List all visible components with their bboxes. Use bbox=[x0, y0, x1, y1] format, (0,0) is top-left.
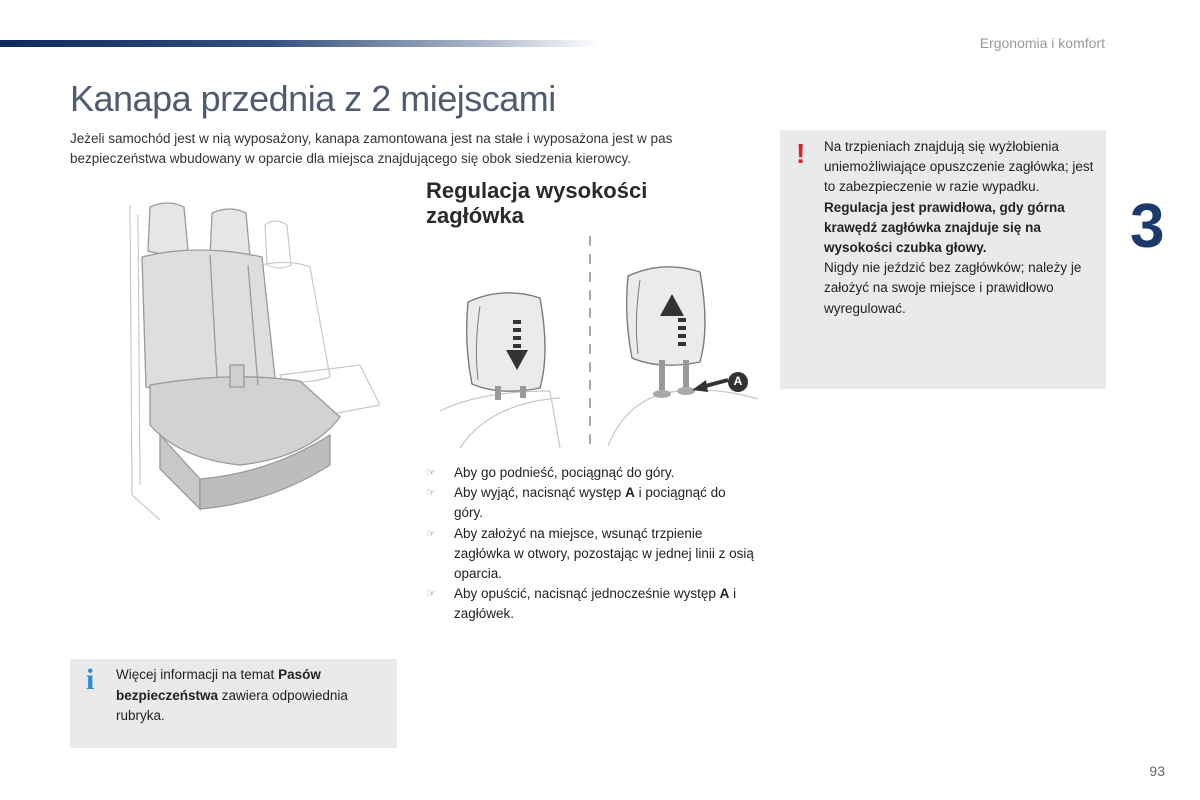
list-item bbox=[426, 463, 756, 483]
headrest-adjustment-illustration bbox=[440, 236, 770, 448]
page-title: Kanapa przednia z 2 miejscami bbox=[70, 78, 556, 119]
pointing-hand-icon: ☞ bbox=[426, 467, 436, 479]
info-text-part: zawiera odpowiednia rubryka. bbox=[116, 687, 348, 723]
list-item bbox=[426, 483, 756, 523]
pointing-hand-icon: ☞ bbox=[426, 588, 436, 601]
callout-label-a: A bbox=[733, 374, 743, 388]
warning-text bbox=[824, 137, 1100, 319]
pointing-hand-icon: ☞ bbox=[426, 487, 436, 500]
page-number: 93 bbox=[1149, 763, 1165, 779]
instruction-text: Aby go podnieść, pociągnąć do góry. bbox=[454, 465, 675, 480]
info-text-part: Więcej informacji na temat bbox=[116, 667, 279, 682]
warning-icon: ! bbox=[796, 138, 806, 169]
instruction-list bbox=[426, 463, 756, 625]
info-box bbox=[70, 659, 397, 748]
instruction-text: i pociągnąć do góry. bbox=[454, 485, 726, 521]
list-item bbox=[426, 524, 756, 585]
bench-seat-illustration bbox=[120, 195, 380, 530]
instruction-bold: A bbox=[719, 586, 730, 602]
warning-box bbox=[780, 130, 1106, 389]
instruction-text: Aby opuścić, nacisnąć jednocześnie występ bbox=[454, 586, 720, 602]
section-subtitle: Regulacja wysokości zagłówka bbox=[426, 178, 648, 228]
intro-paragraph: Jeżeli samochód jest w nią wyposażony, kanapa zamontowana jest na stałe i wyposażona jest w pas bezpieczeństwa wbudowany w oparcie dla miejsca znajdującego się obok siedzenia kierowcy. bbox=[70, 131, 673, 166]
info-link-text: Pasów bezpieczeństwa bbox=[116, 667, 321, 703]
chapter-number: 3 bbox=[1130, 192, 1165, 261]
info-icon: i bbox=[86, 663, 95, 696]
pointing-hand-icon: ☞ bbox=[426, 527, 436, 540]
instruction-text: Aby wyjąć, nacisnąć występ bbox=[454, 485, 626, 501]
instruction-text: Aby założyć na miejsce, wsunąć trzpienie zagłówka w otwory, pozostając w jednej linii z osią oparcia. bbox=[454, 525, 754, 582]
section-label: Ergonomia i komfort bbox=[979, 35, 1105, 51]
header-bar bbox=[0, 40, 600, 47]
warning-bold-paragraph: Regulacja jest prawidłowa, gdy górna krawędź zagłówka znajduje się na wysokości czubka głowy. bbox=[824, 199, 1065, 256]
warning-paragraph: Na trzpieniach znajdują się wyżłobienia uniemożliwiające opuszczenie zagłówka; jest to zabezpieczenie w razie wypadku. bbox=[824, 139, 1094, 195]
instruction-bold: A bbox=[625, 485, 635, 501]
warning-paragraph: Nigdy nie jeździć bez zagłówków; należy je założyć na swoje miejsce i prawidłowo wyregulować. bbox=[824, 260, 1082, 316]
instruction-text: i zagłówek. bbox=[454, 586, 737, 622]
list-item bbox=[426, 584, 756, 624]
info-text bbox=[116, 665, 391, 727]
